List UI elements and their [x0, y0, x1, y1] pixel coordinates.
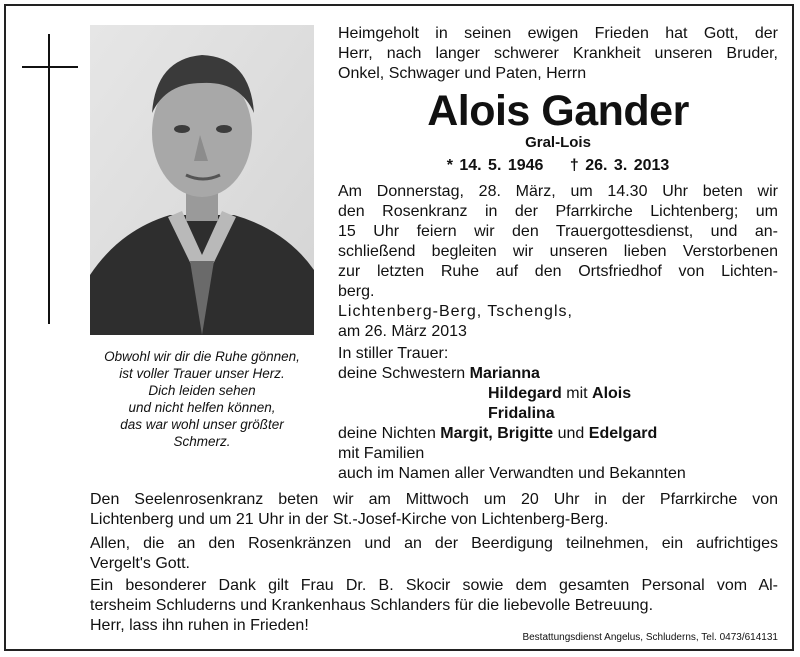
- partner-name: Alois: [592, 385, 632, 402]
- sister-line: [338, 404, 778, 424]
- sisters-prefix: deine Schwestern: [338, 365, 470, 382]
- and-text: und: [553, 425, 589, 442]
- sister-name: Marianna: [469, 365, 540, 382]
- relatives-line: auch im Namen aller Verwandten und Bekannten: [338, 465, 686, 482]
- life-dates: [338, 156, 778, 176]
- sisters-line: [338, 364, 778, 384]
- poem-line: ist voller Trauer unser Herz.: [119, 366, 285, 381]
- nieces-prefix: deine Nichten: [338, 425, 441, 442]
- rosary-paragraph: [90, 490, 778, 530]
- poem-line: das war wohl unser größter: [120, 417, 284, 432]
- poem-line: Schmerz.: [173, 434, 231, 449]
- mourning-heading: In stiller Trauer:: [338, 345, 449, 362]
- poem-line: Obwohl wir dir die Ruhe gönnen,: [104, 349, 300, 364]
- with-text: mit: [561, 385, 593, 402]
- funeral-line: berg.: [338, 283, 375, 300]
- families-line: mit Familien: [338, 445, 425, 462]
- sister-line: [338, 384, 778, 404]
- special-thanks-line: tersheim Schluderns und Krankenhaus Schlanders für die liebevolle Betreuung.: [90, 597, 654, 614]
- place: Lichtenberg-Berg, Tschengls,: [338, 303, 573, 320]
- portrait-photo: [90, 25, 314, 335]
- poem: [84, 348, 320, 450]
- prayer-line: Herr, lass ihn ruhen in Frieden!: [90, 617, 309, 634]
- intro-line: Onkel, Schwager und Paten, Herrn: [338, 65, 587, 82]
- thanks-paragraph: [90, 534, 778, 574]
- birth-date: * 14. 5. 1946: [446, 157, 544, 174]
- funeral-line: 15 Uhr feiern wir den Trauergottesdienst, und an-: [338, 223, 778, 240]
- place-date: [338, 302, 778, 342]
- sister-name: Fridalina: [488, 405, 555, 422]
- funeral-line: schließend begleiten wir unseren lieben Verstorbenen: [338, 243, 778, 260]
- funeral-service-credit: Bestattungsdienst Angelus, Schluderns, Tel. 0473/614131: [522, 632, 778, 643]
- rosary-line: Lichtenberg und um 21 Uhr in der St.-Josef-Kirche von Lichtenberg-Berg.: [90, 511, 609, 528]
- poem-line: und nicht helfen können,: [128, 400, 276, 415]
- funeral-text: [338, 182, 778, 302]
- funeral-line: den Rosenkranz in der Pfarrkirche Lichtenberg; um: [338, 203, 778, 220]
- death-date: † 26. 3. 2013: [569, 157, 670, 174]
- special-thanks-paragraph: [90, 576, 778, 616]
- mourners: [338, 344, 778, 484]
- thanks-line: Allen, die an den Rosenkränzen und an der Beerdigung teilnehmen, ein aufrichtiges: [90, 535, 778, 552]
- poem-line: Dich leiden sehen: [148, 383, 256, 398]
- niece-name: Edelgard: [588, 425, 658, 442]
- deceased-name: Alois Gander: [427, 87, 689, 135]
- date-line: am 26. März 2013: [338, 323, 467, 340]
- intro-line: Heimgeholt in seinen ewigen Frieden hat Gott, der: [338, 25, 778, 42]
- special-thanks-line: Ein besonderer Dank gilt Frau Dr. B. Skocir sowie dem gesamten Personal vom Al-: [90, 577, 778, 594]
- funeral-line: Am Donnerstag, 28. März, um 14.30 Uhr beten wir: [338, 183, 778, 200]
- niece-names: Margit, Brigitte: [440, 425, 554, 442]
- cross-icon: [48, 34, 50, 324]
- nickname: Gral-Lois: [525, 134, 591, 151]
- sister-name: Hildegard: [488, 385, 562, 402]
- cross-icon-bar: [22, 66, 78, 68]
- intro-text: [338, 24, 778, 84]
- thanks-line: Vergelt's Gott.: [90, 555, 190, 572]
- intro-line: Herr, nach langer schwerer Krankheit unseren Bruder,: [338, 45, 778, 62]
- nieces-line: [338, 424, 778, 444]
- rosary-line: Den Seelenrosenkranz beten wir am Mittwoch um 20 Uhr in der Pfarrkirche von: [90, 491, 778, 508]
- funeral-line: zur letzten Ruhe auf den Ortsfriedhof von Lichten-: [338, 263, 778, 280]
